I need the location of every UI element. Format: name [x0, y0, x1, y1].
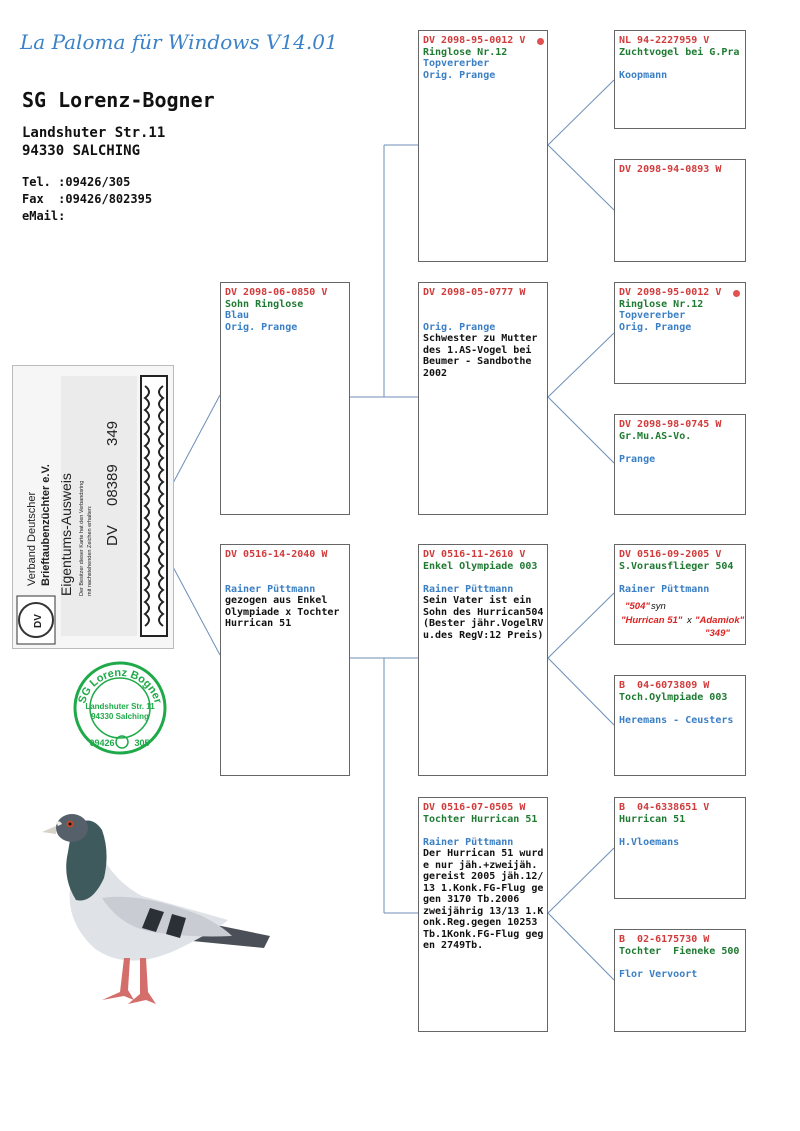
card-great-grandparent-4[interactable] [614, 414, 746, 515]
pigeon-title: Ringlose Nr.12 [423, 46, 508, 58]
pedigree-note: zweijährig 13/13 1.K [423, 905, 544, 917]
pedigree-note: e nur jäh.+zweijäh. [423, 859, 538, 871]
id-card-logo-text: DV [33, 614, 44, 628]
breeder-info: Topvererber [423, 58, 490, 69]
card-great-grandparent-3[interactable] [614, 282, 746, 384]
ring-number: B 02-6175730 W [619, 934, 710, 945]
ring-number: DV 2098-94-0893 W [619, 164, 722, 175]
owner-city: 94330 SALCHING [22, 143, 141, 159]
breeder-info: Orig. Prange [225, 321, 298, 333]
breeder-info: Orig. Prange [423, 69, 496, 81]
pigeon-title: Ringlose Nr.12 [619, 298, 704, 310]
pigeon-title: Toch.Oylmpiade 003 [619, 691, 728, 703]
ownership-id-card [12, 365, 174, 649]
stamp-name: SG Lorenz Bogner [76, 666, 164, 705]
id-card-org-line2: Brieftaubenzüchter e.V. [40, 464, 52, 586]
card-granddam-1[interactable] [418, 544, 548, 776]
handwritten-note: "349" [705, 628, 730, 639]
svg-text:SG Lorenz Bogner [76, 667, 164, 706]
stamp-street: Landshuter Str. 11 [85, 702, 155, 711]
ring-number: DV 0516-11-2610 V [423, 549, 526, 560]
pedigree-note: des 1.AS-Vogel bei [423, 344, 532, 356]
pedigree-note: 13 1.Konk.FG-Flug ge [423, 882, 544, 894]
marker-dot-icon [733, 290, 740, 297]
pigeon-title: Zuchtvogel bei G.Pra [619, 46, 740, 58]
ring-number: B 04-6338651 V [619, 802, 710, 813]
handwritten-note: "Hurrican 51" [621, 615, 683, 626]
breeder-info: Heremans - Ceusters [619, 714, 734, 726]
pedigree-note: gezogen aus Enkel [225, 595, 328, 606]
id-card-title: Eigentums-Ausweis [58, 473, 74, 596]
ring-number: DV 2098-98-0745 W [619, 419, 722, 430]
pedigree-note: Sein Vater ist ein [423, 595, 532, 606]
stamp-phone-left: 09426 [89, 738, 115, 748]
card-great-grandparent-1[interactable] [614, 30, 746, 129]
id-card-ring-prefix: DV [104, 525, 121, 546]
ring-number: DV 2098-95-0012 V [423, 35, 526, 46]
pigeon-title: Gr.Mu.AS-Vo. [619, 430, 692, 442]
owner-street: Landshuter Str.11 [22, 125, 166, 141]
pedigree-note: en 2749Tb. [423, 940, 484, 951]
card-great-grandparent-5[interactable] [614, 544, 746, 645]
card-great-grandparent-8[interactable] [614, 929, 746, 1032]
pigeon-title: Tochter Fieneke 500 [619, 945, 740, 957]
handwritten-note: x [687, 615, 692, 626]
card-granddam-2[interactable] [418, 797, 548, 1032]
ring-number: DV 2098-06-0850 V [225, 287, 328, 298]
owner-stamp [72, 660, 168, 756]
handwritten-note: "Adamiok" [695, 615, 745, 626]
card-grandsire-1[interactable] [418, 30, 548, 262]
pedigree-note: 2002 [423, 367, 448, 379]
id-card-text2: mit nachstehenden Zeichen erhalten: [87, 505, 93, 596]
breeder-info: Rainer Püttmann [423, 583, 514, 595]
breeder-info: Rainer Püttmann [423, 836, 514, 848]
ring-number: DV 2098-05-0777 W [423, 287, 526, 298]
card-great-grandparent-6[interactable] [614, 675, 746, 776]
ring-number: B 04-6073809 W [619, 680, 710, 691]
pedigree-note: Hurrican 51 [225, 618, 292, 629]
breeder-info: Koopmann [619, 69, 668, 81]
pigeon-title: Enkel Olympiade 003 [423, 560, 538, 572]
breeder-info: Flor Vervoort [619, 968, 698, 980]
ring-number: DV 0516-09-2005 V [619, 549, 722, 560]
ring-number: DV 0516-07-0505 W [423, 802, 526, 813]
pedigree-note: Tb.1Konk.FG-Flug geg [423, 928, 544, 940]
ring-number: NL 94-2227959 V [619, 35, 710, 46]
breeder-info: Orig. Prange [423, 321, 496, 333]
pigeon-title: S.Vorausflieger 504 [619, 560, 734, 572]
pigeon-illustration [32, 808, 272, 1018]
pedigree-note: Schwester zu Mutter [423, 333, 538, 344]
breeder-info: Orig. Prange [619, 321, 692, 333]
pigeon-title: Tochter Hurrican 51 [423, 813, 538, 825]
breeder-info: Blau [225, 310, 250, 321]
pedigree-note: (Bester jähr.VogelRV [423, 618, 544, 629]
pedigree-note: Olympiade x Tochter [225, 606, 340, 618]
pedigree-note: Sohn des Hurrican504 [423, 606, 544, 618]
pigeon-title: Hurrican 51 [619, 813, 686, 825]
pedigree-note: Der Hurrican 51 wurd [423, 848, 544, 859]
breeder-info: Rainer Püttmann [619, 583, 710, 595]
owner-name: SG Lorenz-Bogner [22, 88, 215, 112]
stamp-city: 94330 Salching [91, 712, 149, 721]
handwritten-note: "504" [625, 601, 650, 612]
card-great-grandparent-7[interactable] [614, 797, 746, 899]
id-card-ring-year: 349 [104, 420, 121, 446]
pedigree-note: Beumer - Sandbothe [423, 356, 532, 367]
card-sire[interactable] [220, 282, 350, 515]
card-great-grandparent-2[interactable] [614, 159, 746, 262]
ring-number: DV 0516-14-2040 W [225, 549, 328, 560]
handwritten-note: syn [651, 601, 666, 612]
card-grandsire-2[interactable] [418, 282, 548, 515]
owner-fax: Fax :09426/802395 [22, 192, 153, 206]
breeder-info: Rainer Püttmann [225, 583, 316, 595]
id-card-org-line1: Verband Deutscher [26, 491, 38, 586]
id-card-text1: Der Besitzer dieser Karte hat den Verbandsring [79, 480, 85, 596]
pedigree-note: onk.Reg.gegen 10253 [423, 917, 538, 928]
owner-tel: Tel. :09426/305 [22, 175, 131, 189]
breeder-info: Topvererber [619, 310, 686, 321]
pigeon-title: Sohn Ringlose [225, 298, 304, 310]
id-card-ring-number: 08389 [104, 464, 121, 506]
breeder-info: H.Vloemans [619, 836, 680, 848]
stamp-phone-right: 305 [134, 738, 150, 748]
ring-number: DV 2098-95-0012 V [619, 287, 722, 298]
card-dam[interactable] [220, 544, 350, 776]
marker-dot-icon [537, 38, 544, 45]
pedigree-note: u.des RegV:12 Preis) [423, 629, 544, 641]
app-brand: La Paloma für Windows V14.01 [20, 30, 338, 54]
owner-email: eMail: [22, 209, 66, 223]
breeder-info: Prange [619, 453, 656, 465]
pedigree-note: gen 3170 Tb.2006 [423, 894, 520, 905]
pedigree-note: gereist 2005 jäh.12/ [423, 871, 544, 882]
